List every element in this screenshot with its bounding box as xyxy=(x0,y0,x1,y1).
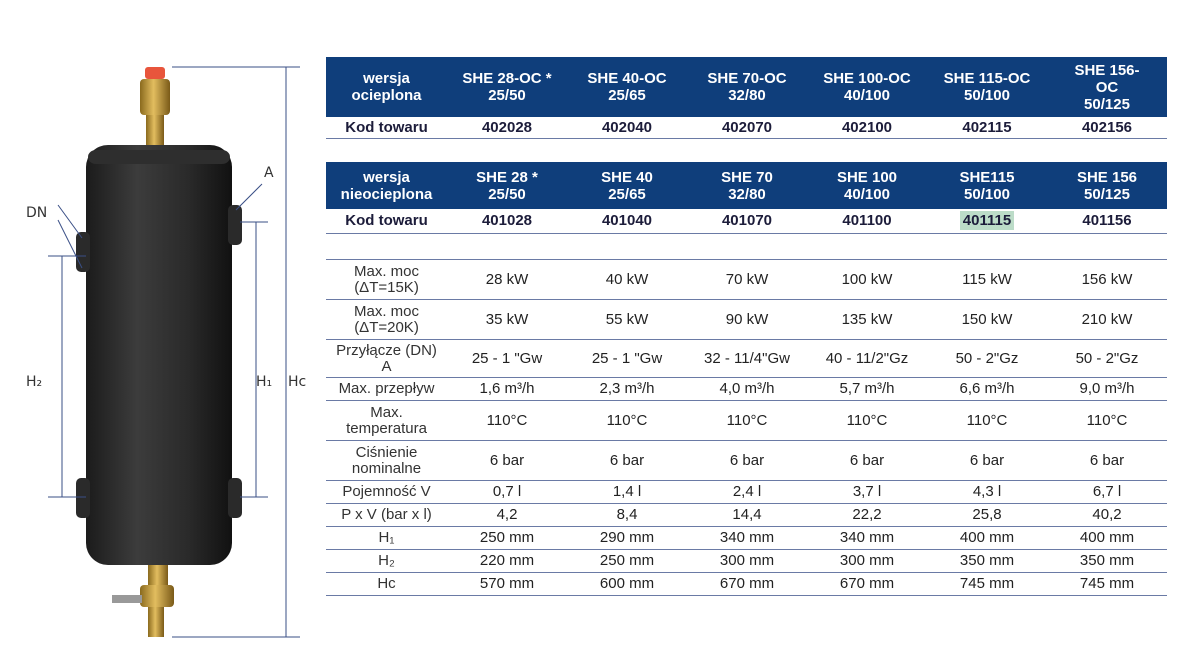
dn-label: DN xyxy=(26,205,48,221)
model-name: SHE 28-OC * 25/50 xyxy=(447,57,567,117)
spec-row xyxy=(326,441,1167,481)
spec-value: 670 mm xyxy=(807,573,927,596)
spec-value: 40 - 11/2"Gz xyxy=(807,340,927,378)
product-code: 402100 xyxy=(807,117,927,138)
spec-value: 110°C xyxy=(927,401,1047,441)
spec-value: 35 kW xyxy=(447,300,567,340)
spec-value: 25,8 xyxy=(927,504,1047,527)
spec-row xyxy=(326,378,1167,401)
spec-value: 22,2 xyxy=(807,504,927,527)
spec-value: 600 mm xyxy=(567,573,687,596)
spec-value: 250 mm xyxy=(447,527,567,550)
spec-value: 40,2 xyxy=(1047,504,1167,527)
spec-label: H₂ xyxy=(326,550,447,573)
spec-label: P x V (bar x l) xyxy=(326,504,447,527)
product-code: 401028 xyxy=(447,209,567,233)
uninsulated-header-row xyxy=(326,162,1167,209)
h1-label: H₁ xyxy=(256,374,273,390)
spec-value: 300 mm xyxy=(687,550,807,573)
model-name: SHE 40-OC 25/65 xyxy=(567,57,687,117)
product-code: 401070 xyxy=(687,209,807,233)
spec-label: Max. przepływ xyxy=(326,378,447,401)
spec-value: 150 kW xyxy=(927,300,1047,340)
product-code: 401156 xyxy=(1047,209,1167,233)
uninsulated-version-table xyxy=(326,162,1167,234)
spec-row xyxy=(326,401,1167,441)
spec-value: 220 mm xyxy=(447,550,567,573)
spec-row xyxy=(326,481,1167,504)
insulated-header-label: wersja ocieplona xyxy=(326,57,447,117)
model-name: SHE 100-OC 40/100 xyxy=(807,57,927,117)
spec-value: 1,4 l xyxy=(567,481,687,504)
spec-row xyxy=(326,504,1167,527)
code-label: Kod towaru xyxy=(326,209,447,233)
insulated-version-table xyxy=(326,57,1167,139)
spec-value: 25 - 1 "Gw xyxy=(567,340,687,378)
spec-value: 6 bar xyxy=(1047,441,1167,481)
model-name: SHE 40 25/65 xyxy=(567,162,687,209)
code-label: Kod towaru xyxy=(326,117,447,138)
spec-value: 6 bar xyxy=(927,441,1047,481)
spec-value: 400 mm xyxy=(1047,527,1167,550)
spec-value: 400 mm xyxy=(927,527,1047,550)
spec-value: 8,4 xyxy=(567,504,687,527)
spec-row xyxy=(326,550,1167,573)
spec-value: 115 kW xyxy=(927,260,1047,300)
spec-value: 90 kW xyxy=(687,300,807,340)
vent-cap-shape xyxy=(145,67,165,79)
spec-value: 6 bar xyxy=(447,441,567,481)
specifications-table xyxy=(326,259,1167,596)
product-code: 402040 xyxy=(567,117,687,138)
spec-value: 50 - 2"Gz xyxy=(1047,340,1167,378)
spec-value: 70 kW xyxy=(687,260,807,300)
spec-value: 4,2 xyxy=(447,504,567,527)
spec-value: 2,3 m³/h xyxy=(567,378,687,401)
spec-value: 50 - 2"Gz xyxy=(927,340,1047,378)
a-label: A xyxy=(264,165,274,181)
spec-value: 1,6 m³/h xyxy=(447,378,567,401)
spec-value: 745 mm xyxy=(927,573,1047,596)
spec-value: 0,7 l xyxy=(447,481,567,504)
spec-value: 3,7 l xyxy=(807,481,927,504)
spec-value: 110°C xyxy=(807,401,927,441)
spec-value: 6 bar xyxy=(807,441,927,481)
model-name: SHE 70-OC 32/80 xyxy=(687,57,807,117)
spec-value: 6,6 m³/h xyxy=(927,378,1047,401)
spec-value: 745 mm xyxy=(1047,573,1167,596)
spec-value: 25 - 1 "Gw xyxy=(447,340,567,378)
spec-value: 14,4 xyxy=(687,504,807,527)
spec-value: 6 bar xyxy=(567,441,687,481)
insulated-code-row xyxy=(326,117,1167,138)
model-name: SHE 28 * 25/50 xyxy=(447,162,567,209)
product-code: 402156 xyxy=(1047,117,1167,138)
spec-value: 100 kW xyxy=(807,260,927,300)
model-name: SHE 156- OC 50/125 xyxy=(1047,57,1167,117)
spec-value: 4,0 m³/h xyxy=(687,378,807,401)
spec-row xyxy=(326,300,1167,340)
spec-row xyxy=(326,527,1167,550)
product-code: 402115 xyxy=(927,117,1047,138)
spec-value: 135 kW xyxy=(807,300,927,340)
product-code-highlighted xyxy=(927,209,1047,233)
spec-value: 6 bar xyxy=(687,441,807,481)
spec-value: 110°C xyxy=(447,401,567,441)
spec-value: 2,4 l xyxy=(687,481,807,504)
spec-value: 6,7 l xyxy=(1047,481,1167,504)
air-vent-shape xyxy=(140,79,170,115)
drain-valve-shape xyxy=(148,565,168,585)
spec-value: 340 mm xyxy=(807,527,927,550)
model-name: SHE 156 50/125 xyxy=(1047,162,1167,209)
spec-label: Max. temperatura xyxy=(326,401,447,441)
spec-value: 110°C xyxy=(687,401,807,441)
uninsulated-code-row xyxy=(326,209,1167,233)
spec-label: Ciśnienie nominalne xyxy=(326,441,447,481)
spec-value: 340 mm xyxy=(687,527,807,550)
spec-row xyxy=(326,260,1167,300)
spec-value: 28 kW xyxy=(447,260,567,300)
product-code: 402028 xyxy=(447,117,567,138)
model-name: SHE115 50/100 xyxy=(927,162,1047,209)
spec-value: 5,7 m³/h xyxy=(807,378,927,401)
spec-label: Przyłącze (DN) A xyxy=(326,340,447,378)
hydraulic-separator-illustration xyxy=(0,0,320,654)
uninsulated-header-label: wersja nieocieplona xyxy=(326,162,447,209)
h2-label: H₂ xyxy=(26,374,43,390)
spec-value: 110°C xyxy=(567,401,687,441)
spec-value: 350 mm xyxy=(1047,550,1167,573)
spec-value: 4,3 l xyxy=(927,481,1047,504)
product-drawing xyxy=(0,0,320,654)
hc-label: Hᴄ xyxy=(288,374,307,390)
model-name: SHE 115-OC 50/100 xyxy=(927,57,1047,117)
product-code: 402070 xyxy=(687,117,807,138)
highlight-mark: 401115 xyxy=(960,211,1014,230)
spec-label: Hᴄ xyxy=(326,573,447,596)
separator-body-shape xyxy=(86,145,232,565)
spec-value: 670 mm xyxy=(687,573,807,596)
spec-value: 250 mm xyxy=(567,550,687,573)
spec-value: 290 mm xyxy=(567,527,687,550)
spec-value: 156 kW xyxy=(1047,260,1167,300)
spec-value: 210 kW xyxy=(1047,300,1167,340)
spec-value: 300 mm xyxy=(807,550,927,573)
product-code: 401040 xyxy=(567,209,687,233)
spec-value: 110°C xyxy=(1047,401,1167,441)
model-name: SHE 100 40/100 xyxy=(807,162,927,209)
spec-label: Max. moc (ΔT=20K) xyxy=(326,300,447,340)
spec-value: 9,0 m³/h xyxy=(1047,378,1167,401)
model-name: SHE 70 32/80 xyxy=(687,162,807,209)
spec-row xyxy=(326,340,1167,378)
spec-row xyxy=(326,573,1167,596)
product-code: 401100 xyxy=(807,209,927,233)
spec-value: 40 kW xyxy=(567,260,687,300)
spec-label: H₁ xyxy=(326,527,447,550)
spec-value: 570 mm xyxy=(447,573,567,596)
spec-label: Max. moc (ΔT=15K) xyxy=(326,260,447,300)
spec-value: 350 mm xyxy=(927,550,1047,573)
spec-value: 32 - 11/4"Gw xyxy=(687,340,807,378)
spec-label: Pojemność V xyxy=(326,481,447,504)
spec-value: 55 kW xyxy=(567,300,687,340)
insulated-header-row xyxy=(326,57,1167,117)
